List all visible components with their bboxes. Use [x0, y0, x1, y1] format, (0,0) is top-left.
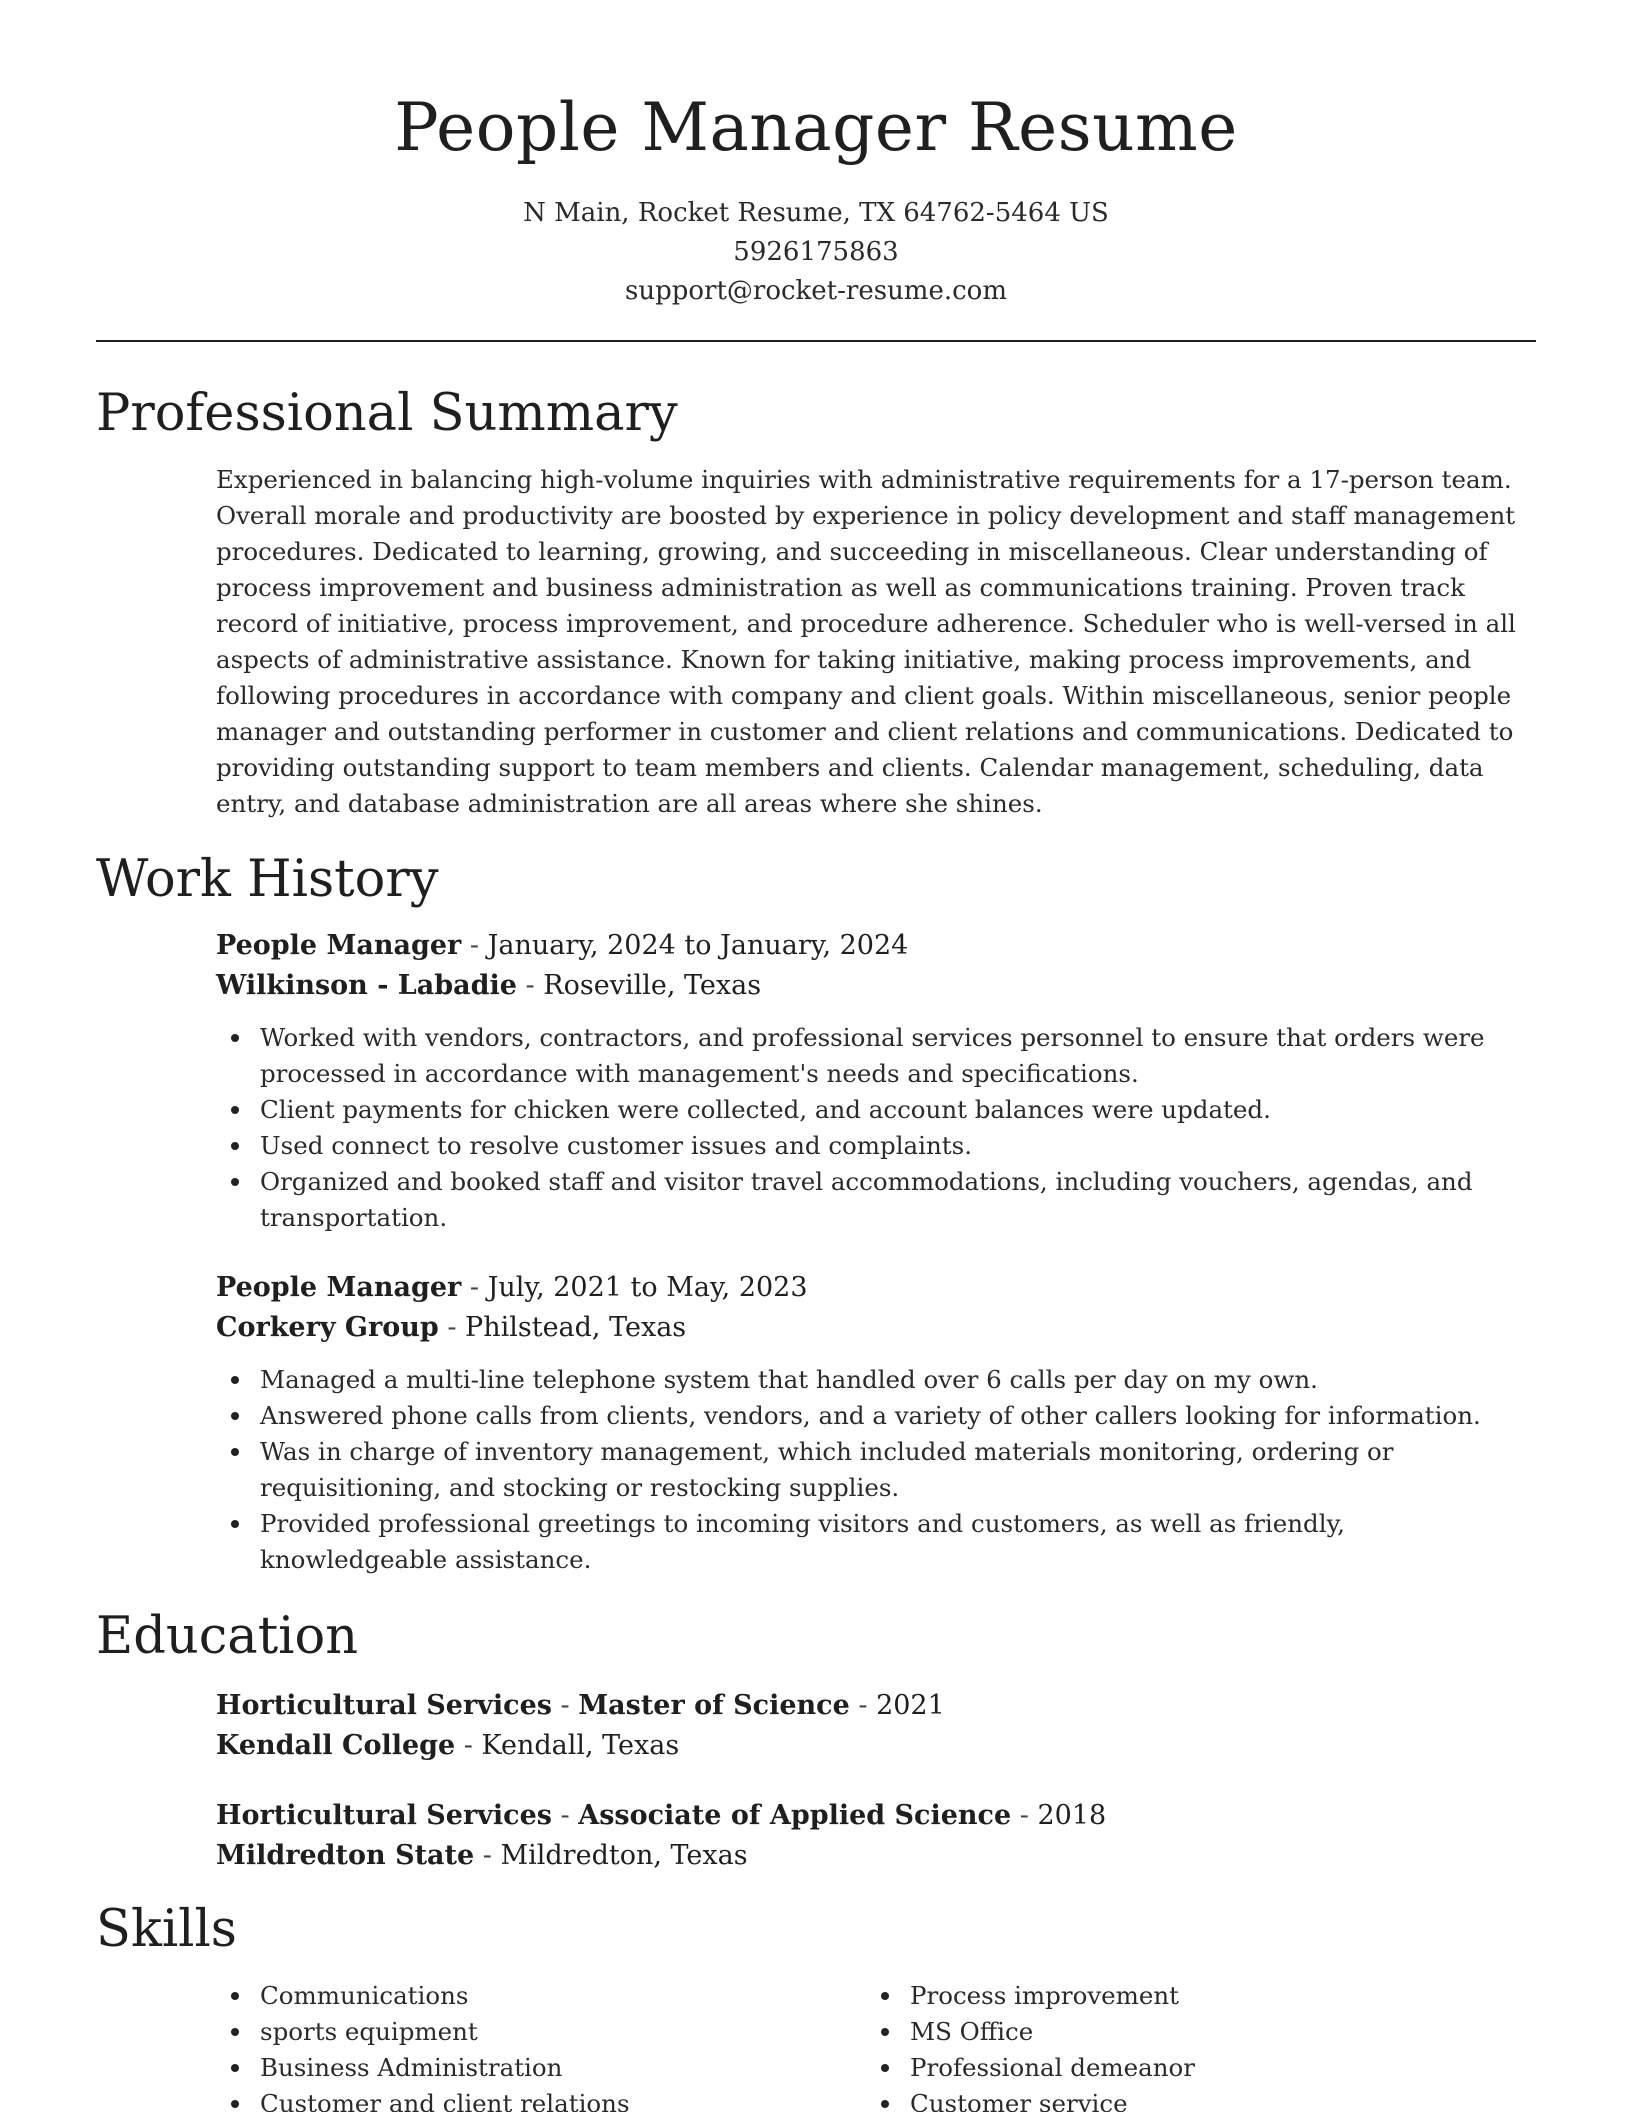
job-dates: January, 2024 to January, 2024	[487, 930, 909, 961]
job-title-line: People Manager - January, 2024 to January, 2024	[216, 930, 909, 961]
list-item: Provided professional greetings to incoming visitors and customers, as well as friendly, knowledgeable assistance.	[216, 1506, 1536, 1578]
education-field: Horticultural Services	[216, 1690, 552, 1721]
header-divider	[96, 340, 1536, 342]
list-item: Business Administration	[216, 2050, 866, 2086]
education-location: Mildredton, Texas	[500, 1840, 748, 1871]
skills-section	[216, 1978, 1536, 2112]
education-school: Kendall College	[216, 1730, 456, 1761]
list-item: Process improvement	[866, 1978, 1516, 2014]
list-item: Used connect to resolve customer issues and complaints.	[216, 1128, 1536, 1164]
skills-list	[866, 1978, 1516, 2112]
resume-title: People Manager Resume	[394, 89, 1238, 166]
summary-text: Experienced in balancing high-volume inquiries with administrative requirements for a 17-person team. Overall morale and productivity are boosted by experience in policy development and staff management procedures. Dedicated to learning, growing, and succeeding in miscellaneous. Clear understanding of process improvement and business administration as well as communications training. Proven track record of initiative, process improvement, and procedure adherence. Scheduler who is well-versed in all aspects of administrative assistance. Known for taking initiative, making process improvements, and following procedures in accordance with company and client goals. Within miscellaneous, senior people manager and outstanding performer in customer and client relations and communications. Dedicated to providing outstanding support to team members and clients. Calendar management, scheduling, data entry, and database administration are all areas where she shines.	[216, 465, 1516, 818]
section-title-work: Work History	[96, 850, 439, 909]
education-field: Horticultural Services	[216, 1800, 552, 1831]
job-company-line: Wilkinson - Labadie - Roseville, Texas	[216, 970, 762, 1001]
job-company: Wilkinson - Labadie	[216, 970, 517, 1001]
job-entry	[216, 1268, 1536, 1578]
job-dates: July, 2021 to May, 2023	[487, 1272, 808, 1303]
list-item: Professional demeanor	[866, 2050, 1516, 2086]
list-item: Customer and client relations	[216, 2086, 866, 2112]
job-role: People Manager	[216, 1272, 462, 1303]
skills-list	[216, 1978, 866, 2112]
section-title-skills: Skills	[96, 1900, 237, 1959]
phone-number: 5926175863	[733, 237, 899, 267]
summary-section	[216, 462, 1536, 822]
education-location: Kendall, Texas	[481, 1730, 680, 1761]
job-bullet-list	[216, 1362, 1536, 1578]
list-item: Answered phone calls from clients, vendors, and a variety of other callers looking for information.	[216, 1398, 1536, 1434]
section-title-education: Education	[96, 1607, 359, 1666]
job-location: Philstead, Texas	[465, 1312, 687, 1343]
list-item: Client payments for chicken were collected, and account balances were updated.	[216, 1092, 1536, 1128]
contact-info	[96, 194, 1536, 311]
list-item: Organized and booked staff and visitor travel accommodations, including vouchers, agendas, and transportation.	[216, 1164, 1536, 1236]
job-role: People Manager	[216, 930, 462, 961]
job-company-line: Corkery Group - Philstead, Texas	[216, 1312, 687, 1343]
job-entry	[216, 926, 1536, 1236]
education-degree-line: Horticultural Services - Associate of Applied Science - 2018	[216, 1800, 1107, 1831]
list-item: Worked with vendors, contractors, and professional services personnel to ensure that orders were processed in accordance with management's needs and specifications.	[216, 1020, 1536, 1092]
list-item: Managed a multi-line telephone system that handled over 6 calls per day on my own.	[216, 1362, 1536, 1398]
education-entry	[216, 1796, 1536, 1876]
job-bullet-list	[216, 1020, 1536, 1236]
list-item: Communications	[216, 1978, 866, 2014]
skills-column-right	[866, 1978, 1516, 2112]
education-year: 2018	[1037, 1800, 1107, 1831]
education-school-line: Kendall College - Kendall, Texas	[216, 1730, 680, 1761]
job-location: Roseville, Texas	[543, 970, 762, 1001]
email-address[interactable]: support@rocket-resume.com	[624, 276, 1007, 306]
section-title-summary: Professional Summary	[96, 384, 678, 443]
education-year: 2021	[876, 1690, 945, 1721]
list-item: Was in charge of inventory management, which included materials monitoring, ordering or requisitioning, and stocking or restocking supplies.	[216, 1434, 1536, 1506]
list-item: MS Office	[866, 2014, 1516, 2050]
education-degree: Master of Science	[578, 1690, 850, 1721]
list-item: sports equipment	[216, 2014, 866, 2050]
education-degree-line: Horticultural Services - Master of Science - 2021	[216, 1690, 945, 1721]
address: N Main, Rocket Resume, TX 64762-5464 US	[523, 198, 1109, 228]
education-degree: Associate of Applied Science	[578, 1800, 1012, 1831]
job-company: Corkery Group	[216, 1312, 439, 1343]
education-school-line: Mildredton State - Mildredton, Texas	[216, 1840, 748, 1871]
education-school: Mildredton State	[216, 1840, 475, 1871]
resume-header	[96, 84, 1536, 311]
skills-column-left	[216, 1978, 866, 2112]
list-item: Customer service	[866, 2086, 1516, 2112]
education-entry	[216, 1686, 1536, 1766]
job-title-line: People Manager - July, 2021 to May, 2023	[216, 1272, 808, 1303]
